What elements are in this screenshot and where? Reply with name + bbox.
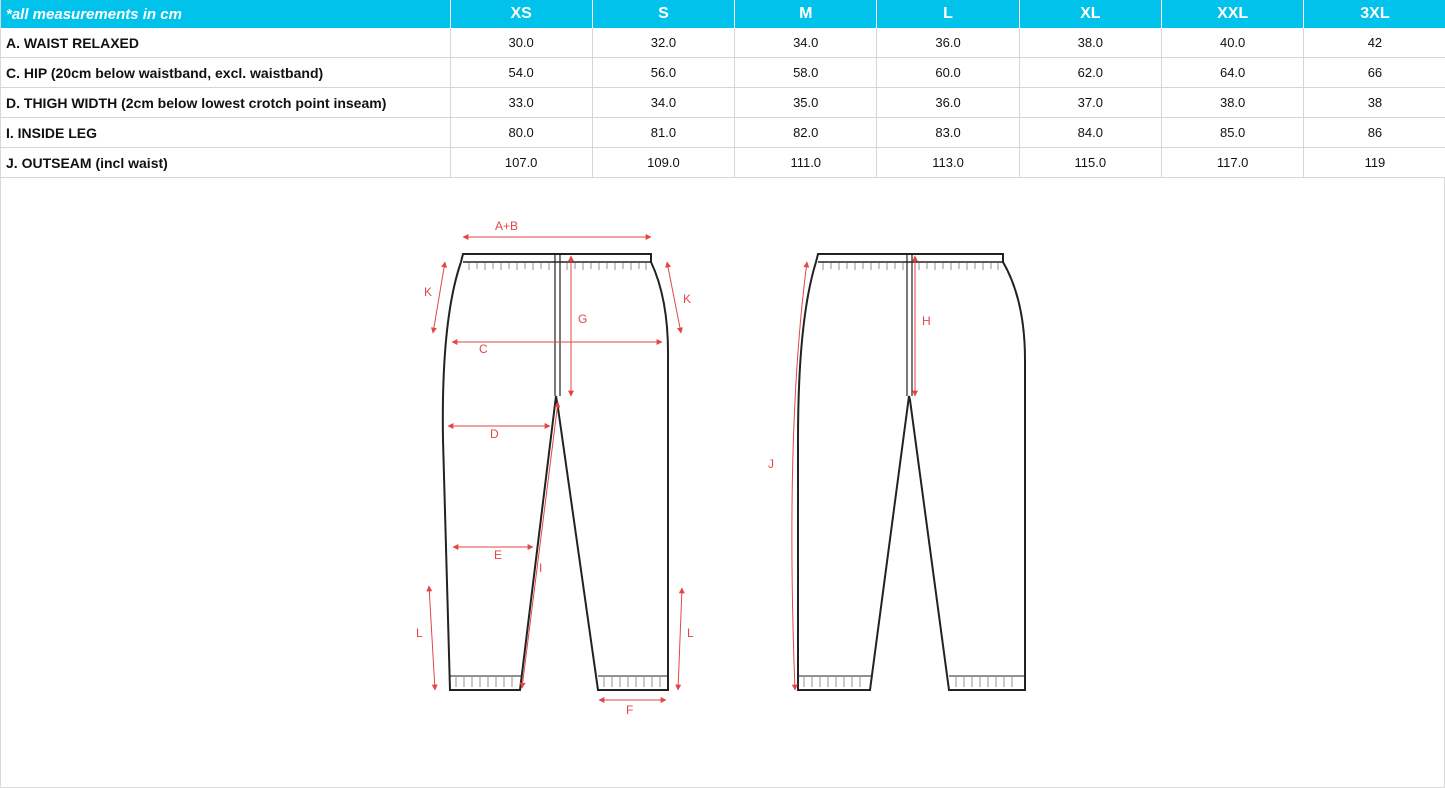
table-cell: 80.0 [450, 118, 592, 148]
row-label: A. WAIST RELAXED [1, 28, 450, 58]
table-cell: 40.0 [1161, 28, 1303, 58]
size-table [1, 0, 1445, 178]
measurement-note: *all measurements in cm [1, 0, 450, 28]
dim-label-k-right: K [683, 292, 692, 306]
row-label: J. OUTSEAM (incl waist) [1, 148, 450, 178]
table-cell: 66 [1304, 58, 1445, 88]
dim-line-i [522, 402, 558, 688]
table-cell: 109.0 [592, 148, 734, 178]
front-gather-marks [456, 263, 660, 687]
row-label: D. THIGH WIDTH (2cm below lowest crotch point inseam) [1, 88, 450, 118]
dim-label-i: I [539, 561, 543, 575]
dim-label-k-left: K [424, 285, 433, 299]
table-cell: 30.0 [450, 28, 592, 58]
dim-label-f: F [626, 703, 634, 717]
table-cell: 107.0 [450, 148, 592, 178]
table-cell: 84.0 [1019, 118, 1161, 148]
table-cell: 33.0 [450, 88, 592, 118]
table-cell: 38 [1304, 88, 1445, 118]
table-cell: 54.0 [450, 58, 592, 88]
table-cell: 62.0 [1019, 58, 1161, 88]
dim-label-h: H [922, 314, 931, 328]
table-cell: 35.0 [735, 88, 877, 118]
table-cell: 64.0 [1161, 58, 1303, 88]
front-pants-drawing [443, 254, 668, 690]
table-cell: 36.0 [877, 28, 1019, 58]
dim-label-l-right: L [687, 626, 694, 640]
row-label: C. HIP (20cm below waistband, excl. waistband) [1, 58, 450, 88]
table-row [1, 88, 1445, 118]
table-cell: 60.0 [877, 58, 1019, 88]
table-cell: 82.0 [735, 118, 877, 148]
table-cell: 38.0 [1161, 88, 1303, 118]
dim-label-e: E [494, 548, 503, 562]
table-row [1, 148, 1445, 178]
dim-label-d: D [490, 427, 499, 441]
size-header-xs: XS [450, 0, 592, 28]
table-row [1, 58, 1445, 88]
back-dimension-labels [768, 314, 931, 471]
table-cell: 38.0 [1019, 28, 1161, 58]
table-cell: 117.0 [1161, 148, 1303, 178]
table-cell: 113.0 [877, 148, 1019, 178]
table-cell: 58.0 [735, 58, 877, 88]
dim-label-g: G [578, 312, 588, 326]
size-header-s: S [592, 0, 734, 28]
dim-line-l-right [678, 588, 682, 690]
table-row [1, 118, 1445, 148]
table-cell: 111.0 [735, 148, 877, 178]
size-header-3xl: 3XL [1304, 0, 1445, 28]
table-header-row [1, 0, 1445, 28]
table-cell: 36.0 [877, 88, 1019, 118]
dim-label-l-left: L [416, 626, 423, 640]
dim-line-j [792, 262, 807, 690]
table-cell: 85.0 [1161, 118, 1303, 148]
table-cell: 115.0 [1019, 148, 1161, 178]
size-header-xl: XL [1019, 0, 1161, 28]
back-pants-drawing [798, 254, 1025, 690]
size-header-xxl: XXL [1161, 0, 1303, 28]
table-cell: 34.0 [735, 28, 877, 58]
table-cell: 34.0 [592, 88, 734, 118]
table-cell: 119 [1304, 148, 1445, 178]
back-gather-marks [804, 263, 1012, 687]
size-header-l: L [877, 0, 1019, 28]
table-cell: 42 [1304, 28, 1445, 58]
dim-line-l-left [429, 586, 435, 690]
table-cell: 37.0 [1019, 88, 1161, 118]
table-cell: 86 [1304, 118, 1445, 148]
dim-line-k-left [433, 262, 445, 333]
dim-line-k-right [667, 262, 681, 333]
size-header-m: M [735, 0, 877, 28]
table-cell: 83.0 [877, 118, 1019, 148]
dim-label-j: J [768, 457, 774, 471]
pants-diagram-svg [1, 176, 1445, 788]
back-dimension-lines [792, 256, 915, 690]
table-row [1, 28, 1445, 58]
dim-label-ab: A+B [495, 219, 519, 233]
table-cell: 32.0 [592, 28, 734, 58]
dim-label-c: C [479, 342, 488, 356]
table-cell: 81.0 [592, 118, 734, 148]
pants-measurement-diagram [1, 176, 1445, 788]
table-cell: 56.0 [592, 58, 734, 88]
row-label: I. INSIDE LEG [1, 118, 450, 148]
